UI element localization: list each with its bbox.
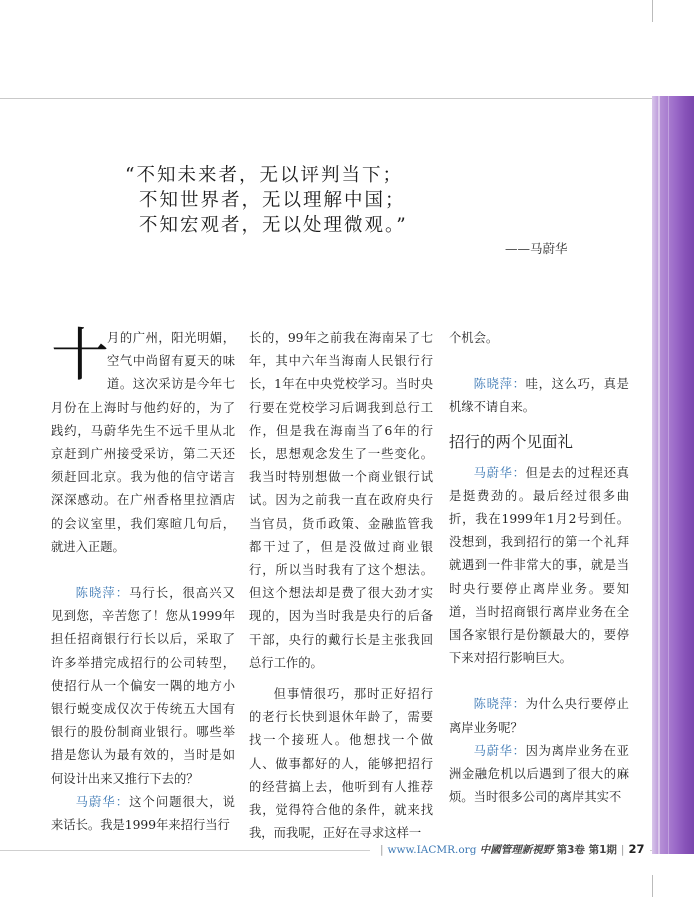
interview-question (449, 373, 629, 419)
text-column-1 (51, 321, 235, 837)
speaker-name: 马蔚华： (75, 794, 130, 809)
journal-name: 中國管理新視野 (479, 844, 554, 856)
interview-answer (51, 791, 235, 837)
header-rule (0, 98, 652, 99)
interview-answer (449, 740, 629, 810)
section-heading: 招行的两个见面礼 (449, 432, 574, 451)
paragraph-text: 这个问题很大，说来话长。我是1999年来招行当行 (51, 794, 235, 833)
paragraph-text: 月的广州，阳光明媚，空气中尚留有夏天的味道。这次采访是今年七月份在上海时与他约好的，为了践约，马蔚华先生不远千里从北京赶到广州接受采访，第二天还须赶回北京。我为他的信守诺言深深感动。在广州香格里拉酒店的会议室里，我们寒暄几句后，就进入正题。 (51, 331, 235, 554)
interview-question (449, 693, 629, 739)
crop-mark (652, 0, 653, 22)
paragraph-text: 因为离岸业务在亚洲金融危机以后遇到了很大的麻烦。当时很多公司的离岸其实不 (449, 743, 629, 805)
quote-line-2: 不知世界者，无以理解中国； (139, 190, 406, 211)
speaker-name: 陈晓萍： (75, 586, 130, 601)
paragraph: 长的，99年之前我在海南呆了七年，其中六年当海南人民银行行长，1年在中央党校学习。当时央行要在党校学习后调我到总行工作，但是我在海南当了6年的行长，思想观念发生了一些变化。我当时特别想做一个商业银行试试。因为之前我一直在政府央行当官员，货币政策、金融监管我都干过了，但是没做过商业银行，所以当时我有了这个想法。但这个想法却是费了很大劲才实现的，因为当时我是央行的后备干部，央行的戴行长是主张我回总行工作的。 (249, 331, 433, 670)
paragraph-text: 但是去的过程还真是挺费劲的。最后经过很多曲折，我在1999年1月2号到任。没想到，我到招行的第一个礼拜就遇到一件非常大的事，就是当时央行要停止离岸业务。要知道，当时招商银行离岸业务在全国各家银行是份额最大的，要停下来对招行影响巨大。 (449, 465, 629, 666)
text-column-3 (449, 327, 629, 809)
footer-url: www.IACMR.org (387, 844, 477, 856)
speaker-name: 马蔚华： (473, 465, 526, 480)
page-number: 27 (628, 842, 645, 856)
pull-quote (125, 163, 455, 238)
quote-line-1: “不知未来者，无以评判当下； (125, 165, 403, 186)
page-footer: | www.IACMR.org 中國管理新視野 第3卷 第1期 | 27 (370, 842, 650, 860)
paragraph-text: 哇，这么巧，真是机缘不请自来。 (449, 377, 629, 415)
opening-paragraph (51, 321, 235, 559)
speaker-name: 陈晓萍： (473, 377, 526, 392)
quote-line-3: 不知宏观者，无以处理微观。” (139, 215, 408, 236)
paragraph: 个机会。 (449, 331, 499, 345)
paragraph-text: 马行长，很高兴又见到您，辛苦您了！您从1999年担任招商银行行长以后，采取了许多举措完成招行的公司转型，使招行从一个偏安一隅的地方小银行蜕变成仅次于传统五大国有银行的股份制商业银行。哪些举措是您认为最有效的，当时是如何设计出来又推行下去的？ (51, 586, 235, 786)
crop-mark (652, 875, 653, 897)
side-color-bar (652, 96, 694, 854)
speaker-name: 马蔚华： (473, 743, 526, 758)
volume-issue: 第3卷 第1期 (556, 844, 617, 856)
drop-cap: 十 (51, 321, 110, 389)
interview-question (51, 582, 235, 791)
interview-answer (449, 462, 629, 671)
quote-attribution: ——马蔚华 (505, 241, 568, 256)
paragraph-text: 为什么央行要停止离岸业务呢？ (449, 697, 629, 735)
speaker-name: 陈晓萍： (473, 697, 526, 712)
paragraph: 但事情很巧，那时正好招行的老行长快到退休年龄了，需要找一个接班人。他想找一个做人、做事都好的人，能够把招行的经营搞上去，他听到有人推荐我，觉得符合他的条件，就来找我，而我呢，正好在寻求这样一 (249, 687, 433, 841)
text-column-2 (249, 327, 433, 845)
